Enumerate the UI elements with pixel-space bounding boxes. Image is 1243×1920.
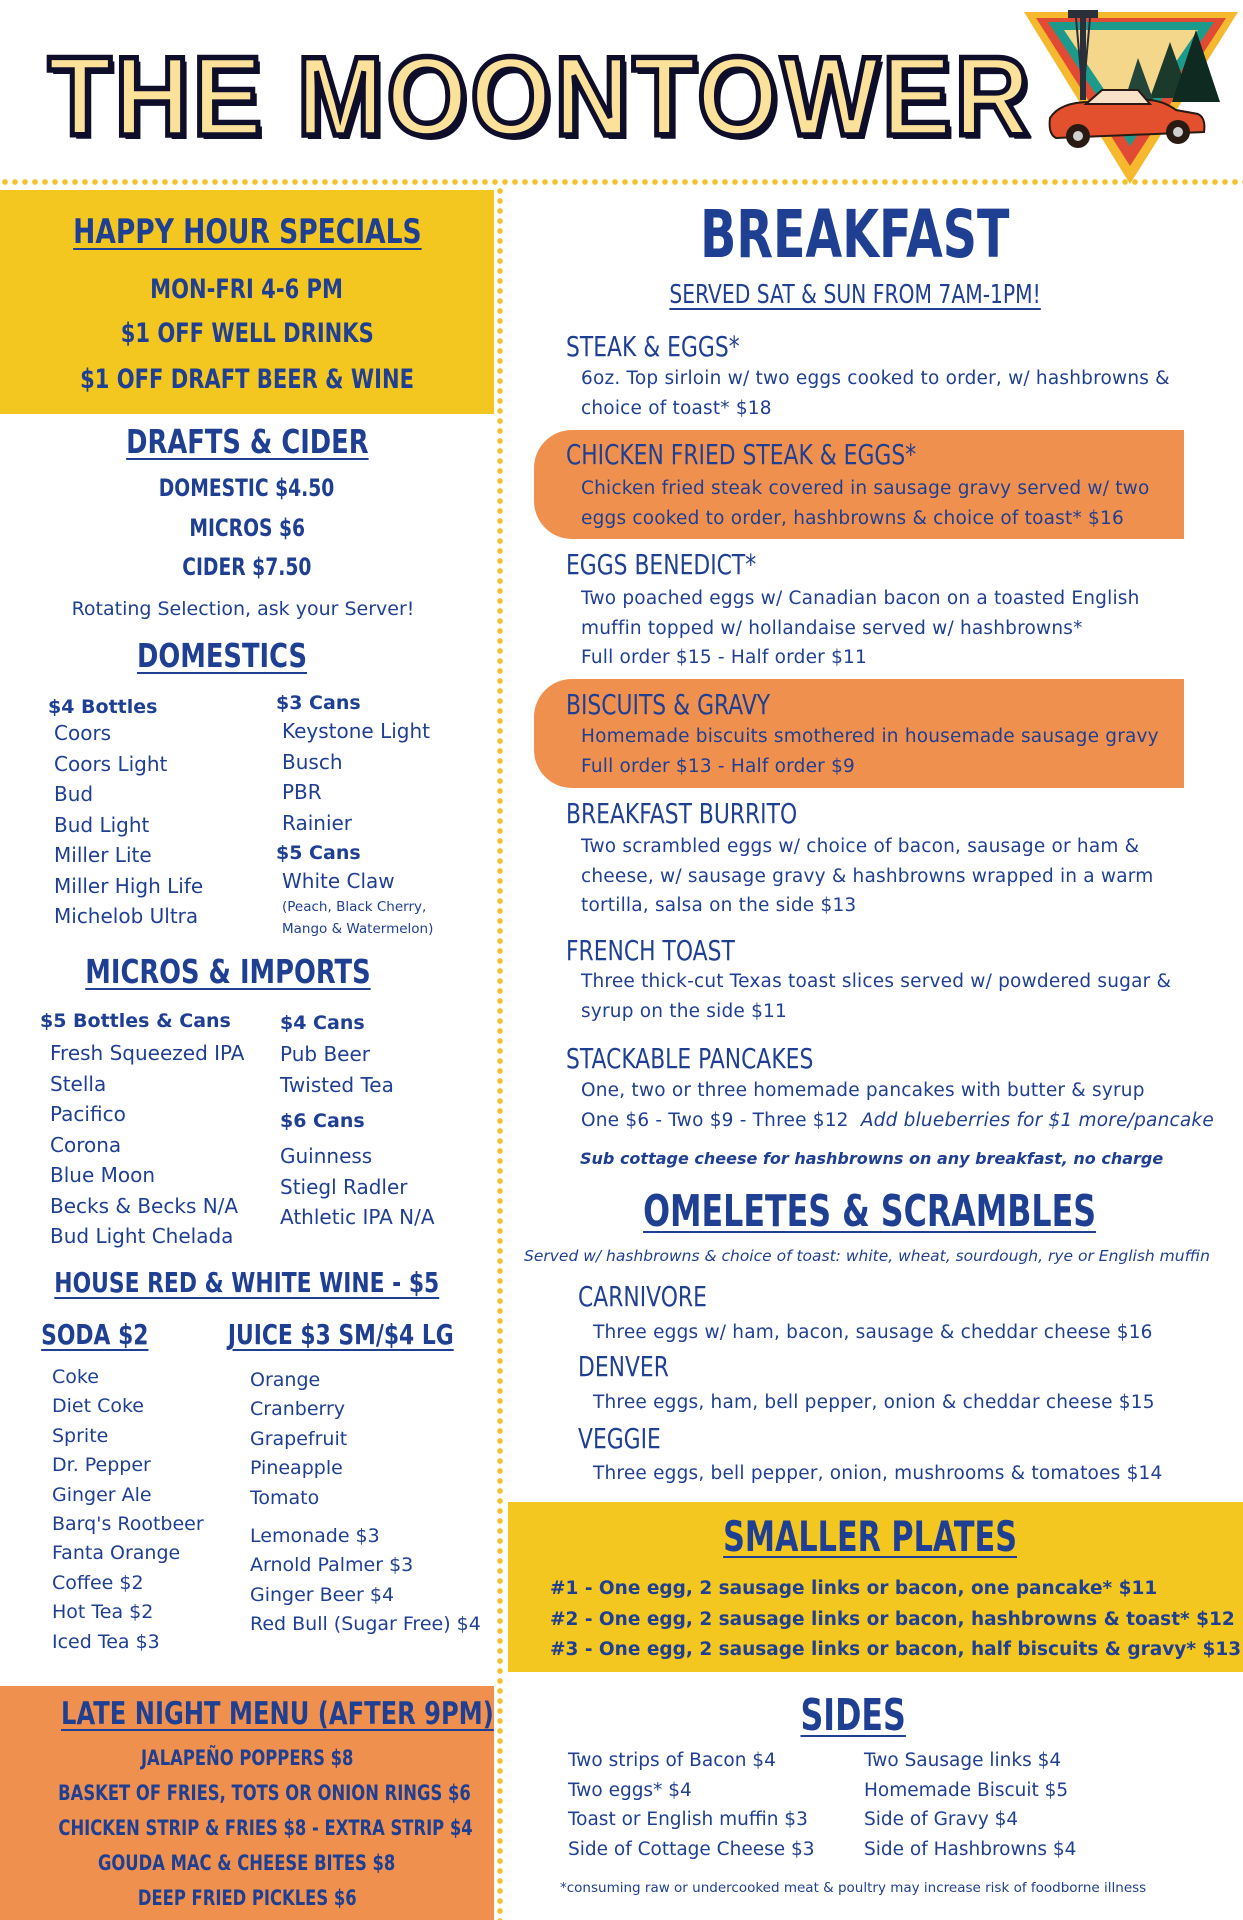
list-item: Side of Hashbrowns $4 xyxy=(864,1838,1077,1860)
list-item: Coors xyxy=(54,721,112,745)
late-night-item: CHICKEN STRIP & FRIES $8 - EXTRA STRIP $4 xyxy=(58,1816,473,1840)
list-item: Lemonade $3 xyxy=(250,1525,380,1547)
soda-list xyxy=(52,1363,204,1657)
list-item: Hot Tea $2 xyxy=(52,1601,154,1624)
omelets-title: OMELETES & SCRAMBLES xyxy=(643,1186,1097,1237)
sides-title: SIDES xyxy=(800,1690,906,1741)
list-item: Dr. Pepper xyxy=(52,1454,151,1477)
list-item: Blue Moon xyxy=(50,1163,156,1187)
breakfast-item-desc-line: Homemade biscuits smothered in housemade sausage gravy xyxy=(581,726,1159,747)
list-item: Stiegl Radler xyxy=(280,1174,408,1199)
drafts-line: DOMESTIC $4.50 xyxy=(159,474,335,502)
white-claw-flavors-line: Mango & Watermelon) xyxy=(282,921,434,937)
smaller-plates-list xyxy=(550,1574,1241,1666)
white-claw-flavors xyxy=(282,896,433,940)
omelet-name: DENVER xyxy=(578,1350,669,1383)
omelet-desc: Three eggs w/ ham, bacon, sausage & cheddar cheese $16 xyxy=(593,1322,1153,1343)
moontower-logo xyxy=(1020,6,1242,186)
list-item: Homemade Biscuit $5 xyxy=(864,1779,1069,1801)
pancake-prices: One $6 - Two $9 - Three $12 xyxy=(581,1109,849,1131)
breakfast-item-name: STEAK & EGGS* xyxy=(566,330,740,363)
omelet-name: CARNIVORE xyxy=(578,1280,707,1313)
breakfast-item-desc xyxy=(581,364,1170,423)
list-item: Fanta Orange xyxy=(52,1542,181,1565)
food-safety-disclaimer: *consuming raw or undercooked meat & poultry may increase risk of foodborne illness xyxy=(560,1880,1147,1896)
list-item: Pacifico xyxy=(50,1102,126,1126)
drafts-title: DRAFTS & CIDER xyxy=(125,422,369,461)
list-item: White Claw xyxy=(282,869,395,893)
breakfast-item-desc xyxy=(581,832,1154,921)
omelets-subtitle: Served w/ hashbrowns & choice of toast: white, wheat, sourdough, rye or English muffin xyxy=(524,1247,1210,1265)
list-item: Ginger Beer $4 xyxy=(250,1583,395,1606)
breakfast-item-desc-line: cheese, w/ sausage gravy & hashbrowns wrapped in a warm xyxy=(581,865,1154,887)
micros-cans6-heading: $6 Cans xyxy=(280,1110,365,1132)
list-item: Bud Light Chelada xyxy=(50,1224,234,1248)
drafts-line: MICROS $6 xyxy=(189,514,305,542)
list-item: Athletic IPA N/A xyxy=(280,1205,435,1229)
happy-hour-line: $1 OFF DRAFT BEER & WINE xyxy=(80,364,414,395)
breakfast-item-desc-line: tortilla, salsa on the side $13 xyxy=(581,895,857,916)
list-item: Bud Light xyxy=(54,812,150,837)
breakfast-item-desc-line: 6oz. Top sirloin w/ two eggs cooked to order, w/ hashbrowns & xyxy=(581,368,1170,389)
micros-title: MICROS & IMPORTS xyxy=(85,952,371,991)
list-item: Two strips of Bacon $4 xyxy=(568,1750,776,1771)
list-item: Orange xyxy=(250,1369,321,1391)
breakfast-item-name: EGGS BENEDICT* xyxy=(566,548,757,581)
breakfast-item-desc-line: eggs cooked to order, hashbrowns & choice of toast* $16 xyxy=(581,507,1124,529)
list-item: Pub Beer xyxy=(280,1042,370,1066)
breakfast-note: Sub cottage cheese for hashbrowns on any breakfast, no charge xyxy=(580,1149,1164,1168)
domestics-title: DOMESTICS xyxy=(136,636,308,675)
list-item: Iced Tea $3 xyxy=(52,1630,160,1653)
sides-left-list xyxy=(568,1746,815,1864)
list-item: Keystone Light xyxy=(282,719,431,743)
micros-cans4-list xyxy=(280,1039,394,1100)
list-item: Cranberry xyxy=(250,1398,346,1421)
breakfast-item-desc xyxy=(581,584,1140,673)
list-item: Arnold Palmer $3 xyxy=(250,1554,414,1577)
breakfast-item-desc-line: One, two or three homemade pancakes with butter & syrup xyxy=(581,1080,1145,1101)
list-item: Ginger Ale xyxy=(52,1483,152,1506)
domestics-bottles-list xyxy=(54,718,203,932)
breakfast-item-desc-line: muffin topped w/ hollandaise served w/ hashbrowns* xyxy=(581,617,1083,639)
wine-title: HOUSE RED & WHITE WINE - $5 xyxy=(54,1266,440,1299)
breakfast-item-desc-line: Full order $15 - Half order $11 xyxy=(581,647,867,668)
list-item: Grapefruit xyxy=(250,1427,348,1450)
list-item: Miller High Life xyxy=(54,873,204,898)
breakfast-item-desc-line: Three thick-cut Texas toast slices served w/ powdered sugar & xyxy=(581,971,1172,992)
smaller-plates-panel xyxy=(508,1502,1243,1672)
list-item: Toast or English muffin $3 xyxy=(568,1809,808,1830)
list-item: Fresh Squeezed IPA xyxy=(50,1041,245,1065)
list-item: Miller Lite xyxy=(54,843,152,867)
list-item: Barq's Rootbeer xyxy=(52,1513,204,1536)
omelet-name: VEGGIE xyxy=(578,1422,661,1455)
domestics-cans3-heading: $3 Cans xyxy=(276,692,361,714)
domestics-cans5-heading: $5 Cans xyxy=(276,842,361,864)
list-item: Diet Coke xyxy=(52,1395,144,1418)
list-item: Coke xyxy=(52,1366,99,1388)
list-item: #2 - One egg, 2 sausage links or bacon, hashbrowns & toast* $12 xyxy=(550,1608,1235,1630)
late-night-panel xyxy=(0,1686,494,1920)
soda-title: SODA $2 xyxy=(41,1318,149,1351)
late-night-item: DEEP FRIED PICKLES $6 xyxy=(137,1886,357,1910)
happy-hour-line: $1 OFF WELL DRINKS xyxy=(120,318,374,349)
omelet-desc: Three eggs, bell pepper, onion, mushrooms & tomatoes $14 xyxy=(593,1463,1163,1484)
drafts-note: Rotating Selection, ask your Server! xyxy=(71,598,415,620)
list-item: #3 - One egg, 2 sausage links or bacon, half biscuits & gravy* $13 xyxy=(550,1639,1242,1660)
smaller-plates-title: SMALLER PLATES xyxy=(723,1512,1017,1561)
breakfast-item-desc xyxy=(581,1076,1214,1135)
list-item: Tomato xyxy=(250,1486,320,1509)
breakfast-item-desc xyxy=(581,967,1171,1026)
breakfast-item-desc-line: Chicken fried steak covered in sausage gravy served w/ two xyxy=(581,478,1150,499)
vertical-dotted-divider xyxy=(496,186,504,1920)
late-night-item: JALAPEÑO POPPERS $8 xyxy=(140,1746,354,1770)
list-item: Side of Gravy $4 xyxy=(864,1809,1019,1830)
list-item: Side of Cottage Cheese $3 xyxy=(568,1838,815,1860)
blueberry-addon: Add blueberries for $1 more/pancake xyxy=(860,1109,1214,1131)
late-night-title: LATE NIGHT MENU (AFTER 9PM) xyxy=(61,1696,494,1732)
list-item: Sprite xyxy=(52,1424,109,1447)
micros-cans4-heading: $4 Cans xyxy=(280,1012,365,1034)
list-item: Coors Light xyxy=(54,751,168,776)
list-item: Busch xyxy=(282,749,343,774)
list-item: Becks & Becks N/A xyxy=(50,1193,239,1218)
micros-bottles-list xyxy=(50,1038,244,1252)
breakfast-item-name: STACKABLE PANCAKES xyxy=(566,1042,814,1075)
breakfast-item-desc xyxy=(581,474,1150,533)
breakfast-subtitle: SERVED SAT & SUN FROM 7AM-1PM! xyxy=(669,280,1041,310)
omelet-desc: Three eggs, ham, bell pepper, onion & cheddar cheese $15 xyxy=(593,1392,1155,1413)
list-item: Stella xyxy=(50,1071,107,1096)
restaurant-title: THE MOONTOWER xyxy=(48,34,1033,160)
breakfast-item-desc-line: choice of toast* $18 xyxy=(581,397,772,419)
drafts-line: CIDER $7.50 xyxy=(182,553,312,581)
list-item: Coffee $2 xyxy=(52,1571,144,1594)
breakfast-item-desc-line: Full order $13 - Half order $9 xyxy=(581,755,856,777)
white-claw-flavors-line: (Peach, Black Cherry, xyxy=(282,899,427,915)
breakfast-item-desc xyxy=(581,722,1159,781)
list-item: Rainier xyxy=(282,810,353,835)
happy-hour-line: MON-FRI 4-6 PM xyxy=(150,274,344,305)
list-item: PBR xyxy=(282,780,322,804)
breakfast-item-name: BREAKFAST BURRITO xyxy=(566,797,798,830)
breakfast-item-name: BISCUITS & GRAVY xyxy=(566,688,771,721)
list-item: Two eggs* $4 xyxy=(568,1779,692,1801)
breakfast-item-desc-line: Two scrambled eggs w/ choice of bacon, sausage or ham & xyxy=(581,836,1140,857)
juice-title: JUICE $3 SM/$4 LG xyxy=(227,1318,454,1351)
breakfast-item-name: CHICKEN FRIED STEAK & EGGS* xyxy=(566,438,917,471)
happy-hour-title: HAPPY HOUR SPECIALS xyxy=(72,212,422,252)
micros-cans6-list xyxy=(280,1141,435,1233)
other-drinks-list xyxy=(250,1522,481,1640)
breakfast-title: BREAKFAST xyxy=(700,196,1010,273)
list-item: Michelob Ultra xyxy=(54,904,199,928)
top-dotted-divider xyxy=(0,178,1243,186)
list-item: Twisted Tea xyxy=(280,1072,394,1097)
breakfast-item-name: FRENCH TOAST xyxy=(566,934,735,967)
domestics-bottles-heading: $4 Bottles xyxy=(48,696,158,718)
late-night-item: BASKET OF FRIES, TOTS OR ONION RINGS $6 xyxy=(58,1781,471,1805)
late-night-item: GOUDA MAC & CHEESE BITES $8 xyxy=(98,1851,396,1875)
juice-list xyxy=(250,1366,347,1513)
sides-right-list xyxy=(864,1746,1076,1864)
breakfast-item-desc-line: syrup on the side $11 xyxy=(581,1000,788,1022)
list-item: Corona xyxy=(50,1132,122,1157)
happy-hour-panel xyxy=(0,190,494,414)
pancake-price-line xyxy=(581,1106,1214,1136)
list-item: Red Bull (Sugar Free) $4 xyxy=(250,1613,481,1636)
domestics-cans3-list xyxy=(282,716,430,838)
list-item: Two Sausage links $4 xyxy=(864,1750,1062,1771)
micros-bottles-heading: $5 Bottles & Cans xyxy=(40,1010,231,1032)
list-item: Bud xyxy=(54,782,94,806)
list-item: #1 - One egg, 2 sausage links or bacon, one pancake* $11 xyxy=(550,1578,1158,1599)
breakfast-item-desc-line: Two poached eggs w/ Canadian bacon on a toasted English xyxy=(581,588,1140,609)
list-item: Guinness xyxy=(280,1144,373,1168)
list-item: Pineapple xyxy=(250,1457,343,1480)
